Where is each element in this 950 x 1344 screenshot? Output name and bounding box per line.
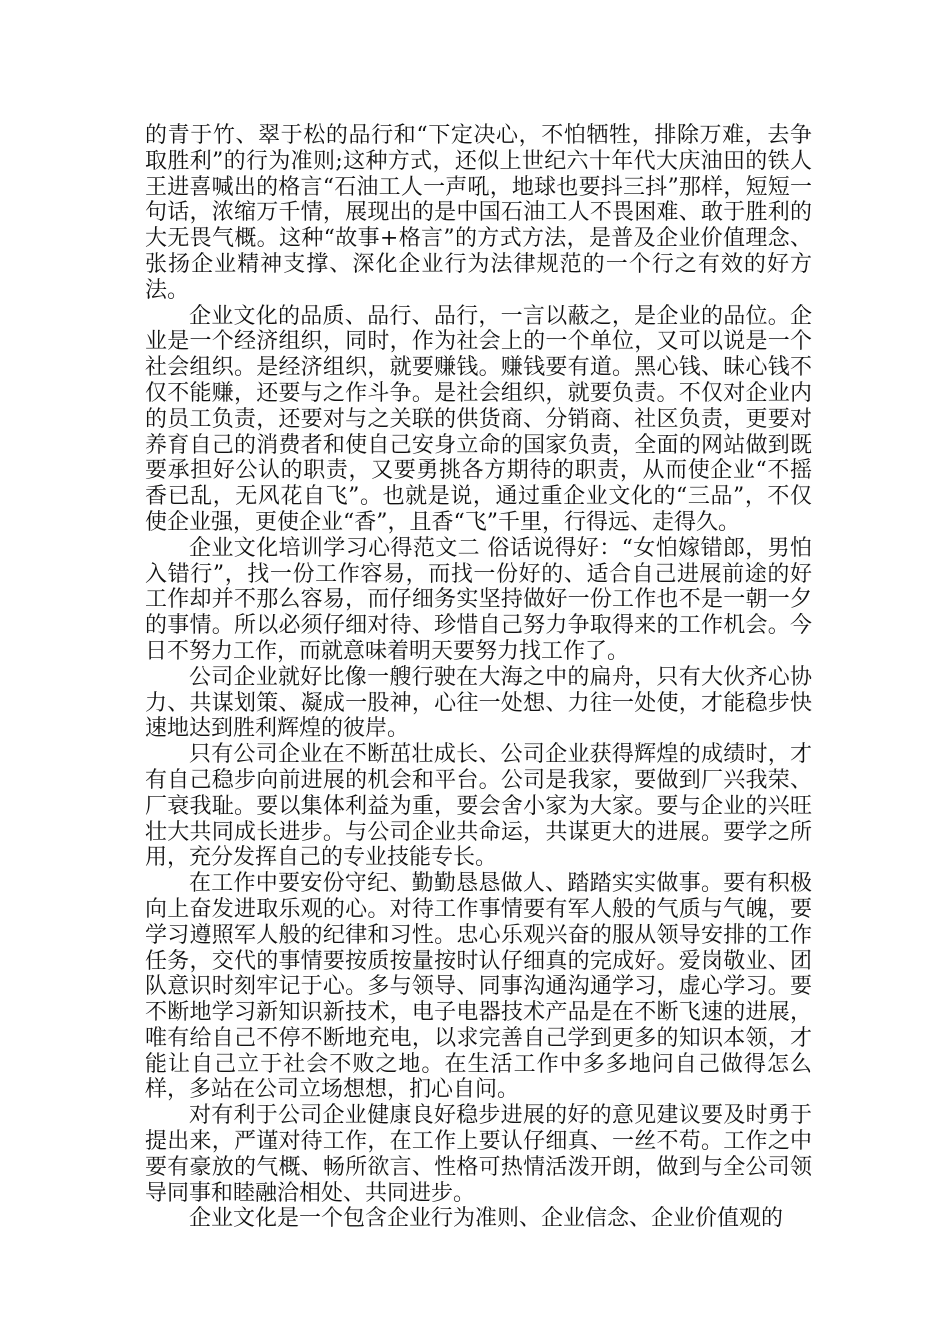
paragraph-5: 只有公司企业在不断茁壮成长、公司企业获得辉煌的成绩时，才有自己稳步向前进展的机会和平台。公司是我家，要做到厂兴我荣、厂衰我耻。要以集体利益为重，要会舍小家为大家。要与企业的兴旺壮大共同成长进步。与公司企业共命运，共谋更大的进展。要学之所用，充分发挥自己的专业技能专长。 [145,742,812,871]
paragraph-6: 在工作中要安份守纪、勤勤恳恳做人、踏踏实实做事。要有积极向上奋发进取乐观的心。对待工作事情要有军人般的气质与气魄，要学习遵照军人般的纪律和习性。忠心乐观兴奋的服从领导安排的工作任务，交代的事情要按质按量按时认仔细真的完成好。爱岗敬业、团队意识时刻牢记于心。多与领导、同事沟通沟通学习，虚心学习。要不断地学习新知识新技术，电子电器技术产品是在不断飞速的进展，唯有给自己不停不断地充电，以求完善自己学到更多的知识本领，才能让自己立于社会不败之地。在生活工作中多多地问自己做得怎么样，多站在公司立场想想，扪心自问。 [145,871,812,1103]
document-page [145,123,812,1232]
paragraph-8: 企业文化是一个包含企业行为准则、企业信念、企业价值观的 [189,1206,784,1232]
paragraph-1: 的青于竹、翠于松的品行和“下定决心，不怕牺牲，排除万难，去争取胜利”的行为准则;这种方式，还似上世纪六十年代大庆油田的铁人王进喜喊出的格言“石油工人一声吼，地球也要抖三抖”那样，短短一句话，浓缩万千情，展现出的是中国石油工人不畏困难、敢于胜利的大无畏气概。这种“故事+格言”的方式方法，是普及企业价值理念、张扬企业精神支撑、深化企业行为法律规范的一个行之有效的好方法。 [145,123,812,303]
paragraph-4: 公司企业就好比像一艘行驶在大海之中的扁舟，只有大伙齐心协力、共谋划策、凝成一股神，心往一处想、力往一处使，才能稳步快速地达到胜利辉煌的彼岸。 [145,664,812,742]
paragraph-2: 企业文化的品质、品行、品行，一言以蔽之，是企业的品位。企业是一个经济组织，同时，作为社会上的一个单位，又可以说是一个社会组织。是经济组织，就要赚钱。赚钱要有道。黑心钱、昧心钱不仅不能赚，还要与之作斗争。是社会组织，就要负责。不仅对企业内的员工负责，还要对与之关联的供货商、分销商、社区负责，更要对养育自己的消费者和使自己安身立命的国家负责，全面的网站做到既要承担好公认的职责，又要勇挑各方期待的职责，从而使企业“不摇香已乱，无风花自飞”。也就是说，通过重企业文化的“三品”，不仅使企业强，更使企业“香”，且香“飞”千里，行得远、走得久。 [145,303,812,535]
paragraph-7: 对有利于公司企业健康良好稳步进展的好的意见建议要及时勇于提出来，严谨对待工作，在工作上要认仔细真、一丝不苟。工作之中要有豪放的气概、畅所欲言、性格可热情活泼开朗，做到与全公司领导同事和睦融洽相处、共同进步。 [145,1103,812,1206]
paragraph-3: 企业文化培训学习心得范文二 俗话说得好：“女怕嫁错郎，男怕入错行”，找一份工作容易，而找一份好的、适合自己进展前途的好工作却并不那么容易，而仔细务实坚持做好一份工作也不是一朝一夕的事情。所以必须仔细对待、珍惜自己努力争取得来的工作机会。今日不努力工作，而就意味着明天要努力找工作了。 [145,535,812,664]
